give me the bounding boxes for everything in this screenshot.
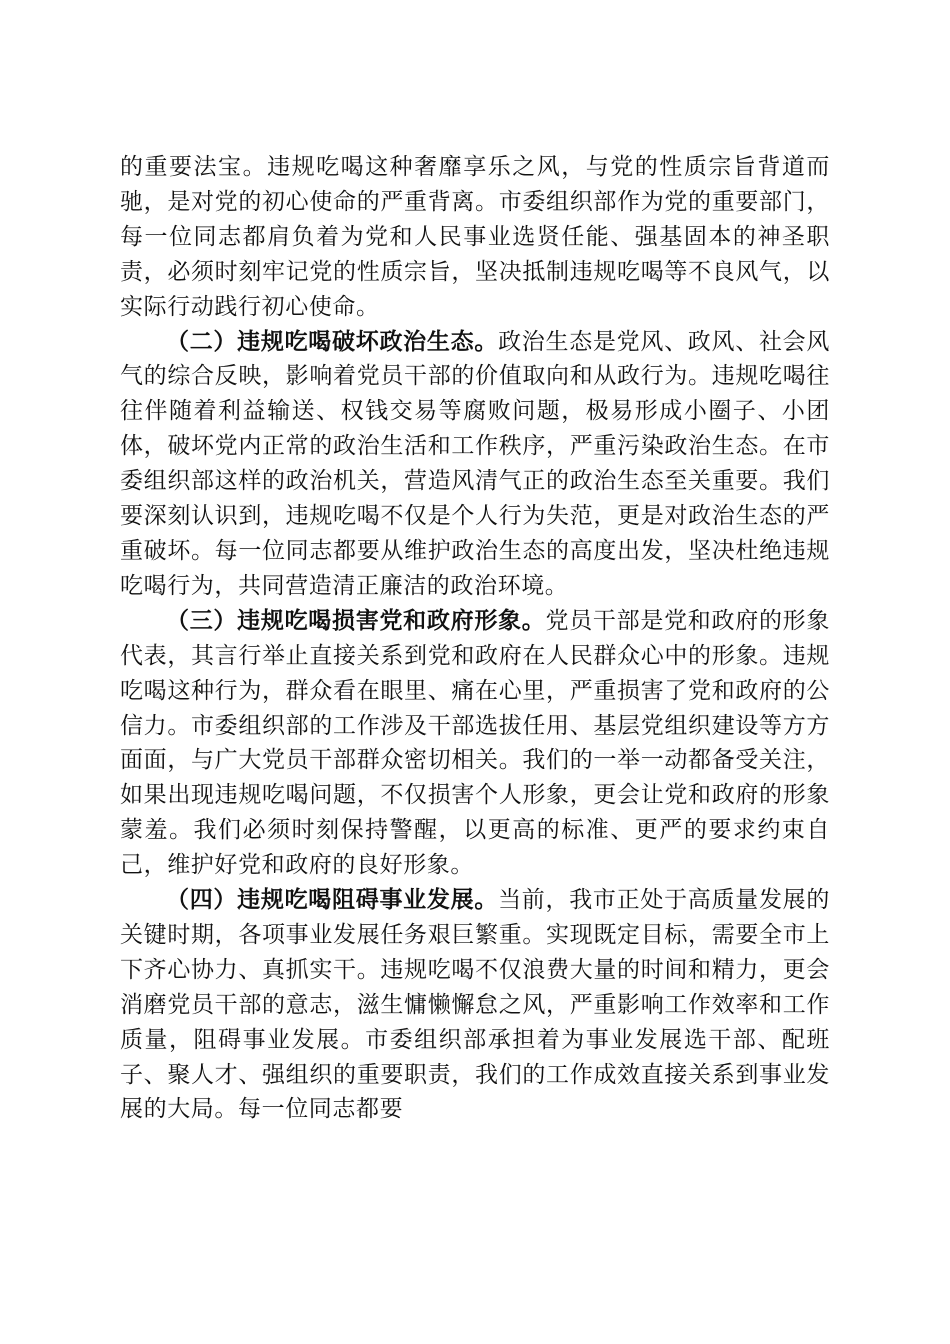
section-heading-2: （二）违规吃喝破坏政治生态。 [166,327,499,355]
paragraph-1-text: 的重要法宝。违规吃喝这种奢靡享乐之风，与党的性质宗旨背道而驰，是对党的初心使命的严重背离。市委组织部作为党的重要部门，每一位同志都肩负着为党和人民事业选贤任能、强基固本的神圣职责，必须时刻牢记党的性质宗旨，坚决抵制违规吃喝等不良风气，以实际行动践行初心使命。 [120,154,830,320]
paragraph-development [120,883,830,1127]
paragraph-party-image [120,604,830,883]
paragraph-2-text: 政治生态是党风、政风、社会风气的综合反映，影响着党员干部的价值取向和从政行为。违规吃喝往往伴随着利益输送、权钱交易等腐败问题，极易形成小圈子、小团体，破坏党内正常的政治生活和工作秩序，严重污染政治生态。在市委组织部这样的政治机关，营造风清气正的政治生态至关重要。我们要深刻认识到，违规吃喝不仅是个人行为失范，更是对政治生态的严重破坏。每一位同志都要从维护政治生态的高度出发，坚决杜绝违规吃喝行为，共同营造清正廉洁的政治环境。 [120,328,830,599]
paragraph-3-text: 党员干部是党和政府的形象代表，其言行举止直接关系到党和政府在人民群众心中的形象。违规吃喝这种行为，群众看在眼里、痛在心里，严重损害了党和政府的公信力。市委组织部的工作涉及干部选拔任用、基层党组织建设等方方面面，与广大党员干部群众密切相关。我们的一举一动都备受关注，如果出现违规吃喝问题，不仅损害个人形象，更会让党和政府的形象蒙羞。我们必须时刻保持警醒，以更高的标准、更严的要求约束自己，维护好党和政府的良好形象。 [120,607,830,879]
document-page [120,150,830,1127]
section-heading-3: （三）违规吃喝损害党和政府形象。 [166,606,546,634]
paragraph-4-text: 当前，我市正处于高质量发展的关键时期，各项事业发展任务艰巨繁重。实现既定目标，需要全市上下齐心协力、真抓实干。违规吃喝不仅浪费大量的时间和精力，更会消磨党员干部的意志，滋生慵懒懈怠之风，严重影响工作效率和工作质量，阻碍事业发展。市委组织部承担着为事业发展选干部、配班子、聚人才、强组织的重要职责，我们的工作成效直接关系到事业发展的大局。每一位同志都要 [120,887,830,1123]
section-heading-4: （四）违规吃喝阻碍事业发展。 [166,886,499,914]
paragraph-political-ecology [120,325,830,604]
paragraph-continued [120,150,830,325]
